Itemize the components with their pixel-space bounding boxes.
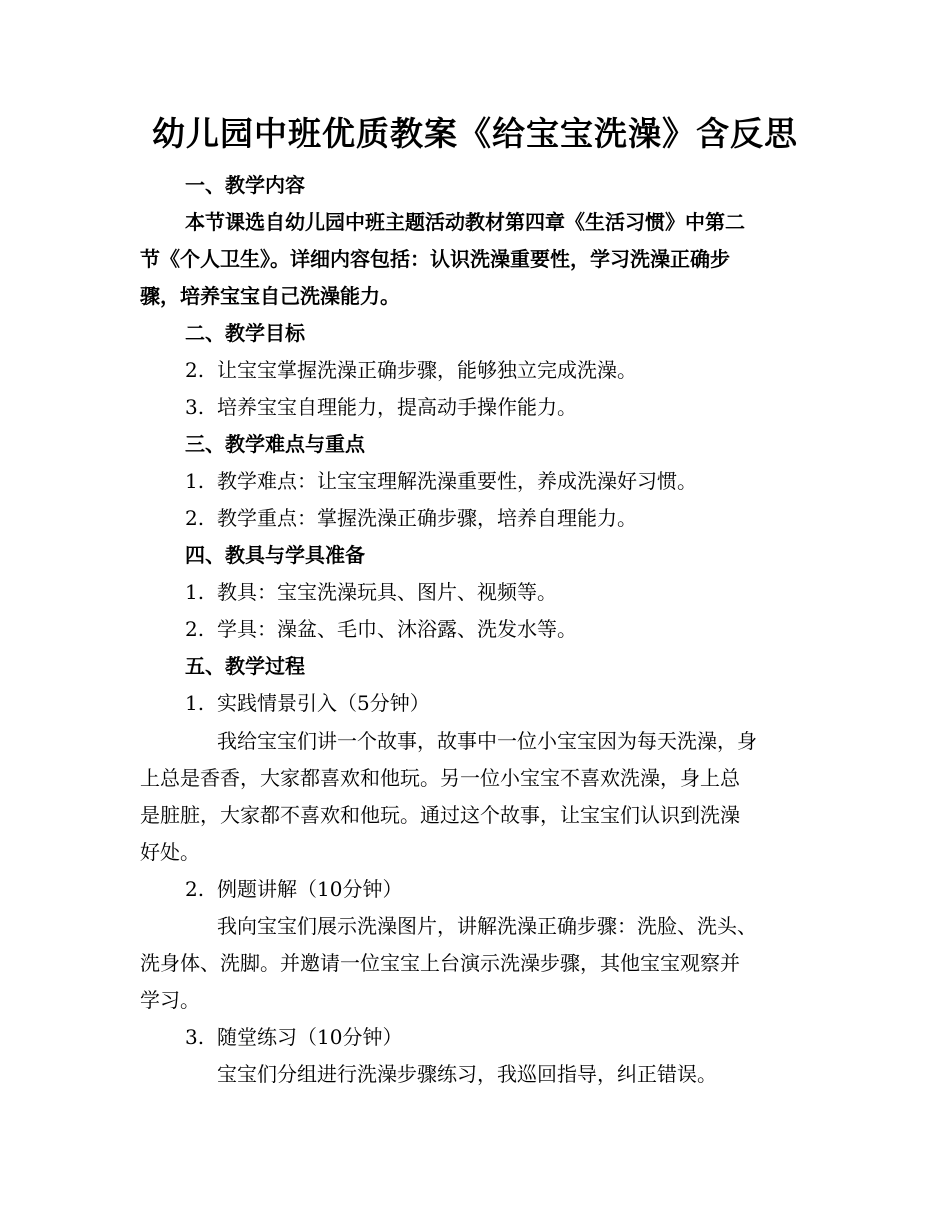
- step-paragraph-line: 是脏脏，大家都不喜欢和他玩。通过这个故事，让宝宝们认识到洗澡: [140, 803, 740, 827]
- step-paragraph-line: 宝宝们分组进行洗澡步骤练习，我巡回指导，纠正错误。: [217, 1062, 717, 1086]
- section-heading-process: 五、教学过程: [185, 654, 305, 678]
- list-text: 学具：澡盆、毛巾、沐浴露、洗发水等。: [217, 617, 577, 641]
- step-paragraph-line: 好处。: [140, 840, 200, 864]
- section-heading-difficulties: 三、教学难点与重点: [185, 432, 365, 456]
- content-paragraph-line: 节《个人卫生》。详细内容包括：认识洗澡重要性，学习洗澡正确步: [140, 247, 730, 271]
- step-paragraph-line: 我向宝宝们展示洗澡图片，讲解洗澡正确步骤：洗脸、洗头、: [217, 914, 757, 938]
- list-number: 1.: [185, 691, 205, 715]
- step-label: [185, 876, 402, 902]
- list-text: 教具：宝宝洗澡玩具、图片、视频等。: [217, 580, 557, 604]
- list-number: 1.: [185, 469, 205, 493]
- step-paragraph-line: 上总是香香，大家都喜欢和他玩。另一位小宝宝不喜欢洗澡，身上总: [140, 766, 740, 790]
- list-number: 2.: [185, 877, 205, 901]
- content-paragraph-line: 本节课选自幼儿园中班主题活动教材第四章《生活习惯》中第二: [185, 210, 745, 234]
- list-item: [185, 579, 557, 605]
- list-item: [185, 468, 697, 494]
- list-text: 例题讲解（10分钟）: [217, 877, 403, 901]
- step-label: [185, 690, 430, 716]
- list-number: 3.: [185, 395, 205, 419]
- list-number: 1.: [185, 580, 205, 604]
- list-text: 教学重点：掌握洗澡正确步骤，培养自理能力。: [217, 506, 637, 530]
- document-title: 幼儿园中班优质教案《给宝宝洗澡》含反思: [152, 114, 798, 153]
- list-text: 实践情景引入（5分钟）: [217, 691, 430, 715]
- list-item: [185, 616, 577, 642]
- list-text: 让宝宝掌握洗澡正确步骤，能够独立完成洗澡。: [217, 358, 637, 382]
- step-label: [185, 1024, 402, 1050]
- list-text: 教学难点：让宝宝理解洗澡重要性，养成洗澡好习惯。: [217, 469, 697, 493]
- list-number: 2.: [185, 506, 205, 530]
- content-paragraph-line: 骤，培养宝宝自己洗澡能力。: [140, 284, 400, 308]
- section-heading-content: 一、教学内容: [185, 173, 305, 197]
- list-item: [185, 357, 637, 383]
- list-number: 2.: [185, 358, 205, 382]
- list-number: 2.: [185, 617, 205, 641]
- step-paragraph-line: 洗身体、洗脚。并邀请一位宝宝上台演示洗澡步骤，其他宝宝观察并: [140, 951, 740, 975]
- list-item: [185, 505, 637, 531]
- list-number: 3.: [185, 1025, 205, 1049]
- list-text: 培养宝宝自理能力，提高动手操作能力。: [217, 395, 577, 419]
- list-item: [185, 394, 577, 420]
- section-heading-goals: 二、教学目标: [185, 321, 305, 345]
- section-heading-materials: 四、教具与学具准备: [185, 543, 365, 567]
- step-paragraph-line: 我给宝宝们讲一个故事，故事中一位小宝宝因为每天洗澡，身: [217, 729, 757, 753]
- list-text: 随堂练习（10分钟）: [217, 1025, 403, 1049]
- step-paragraph-line: 学习。: [140, 988, 200, 1012]
